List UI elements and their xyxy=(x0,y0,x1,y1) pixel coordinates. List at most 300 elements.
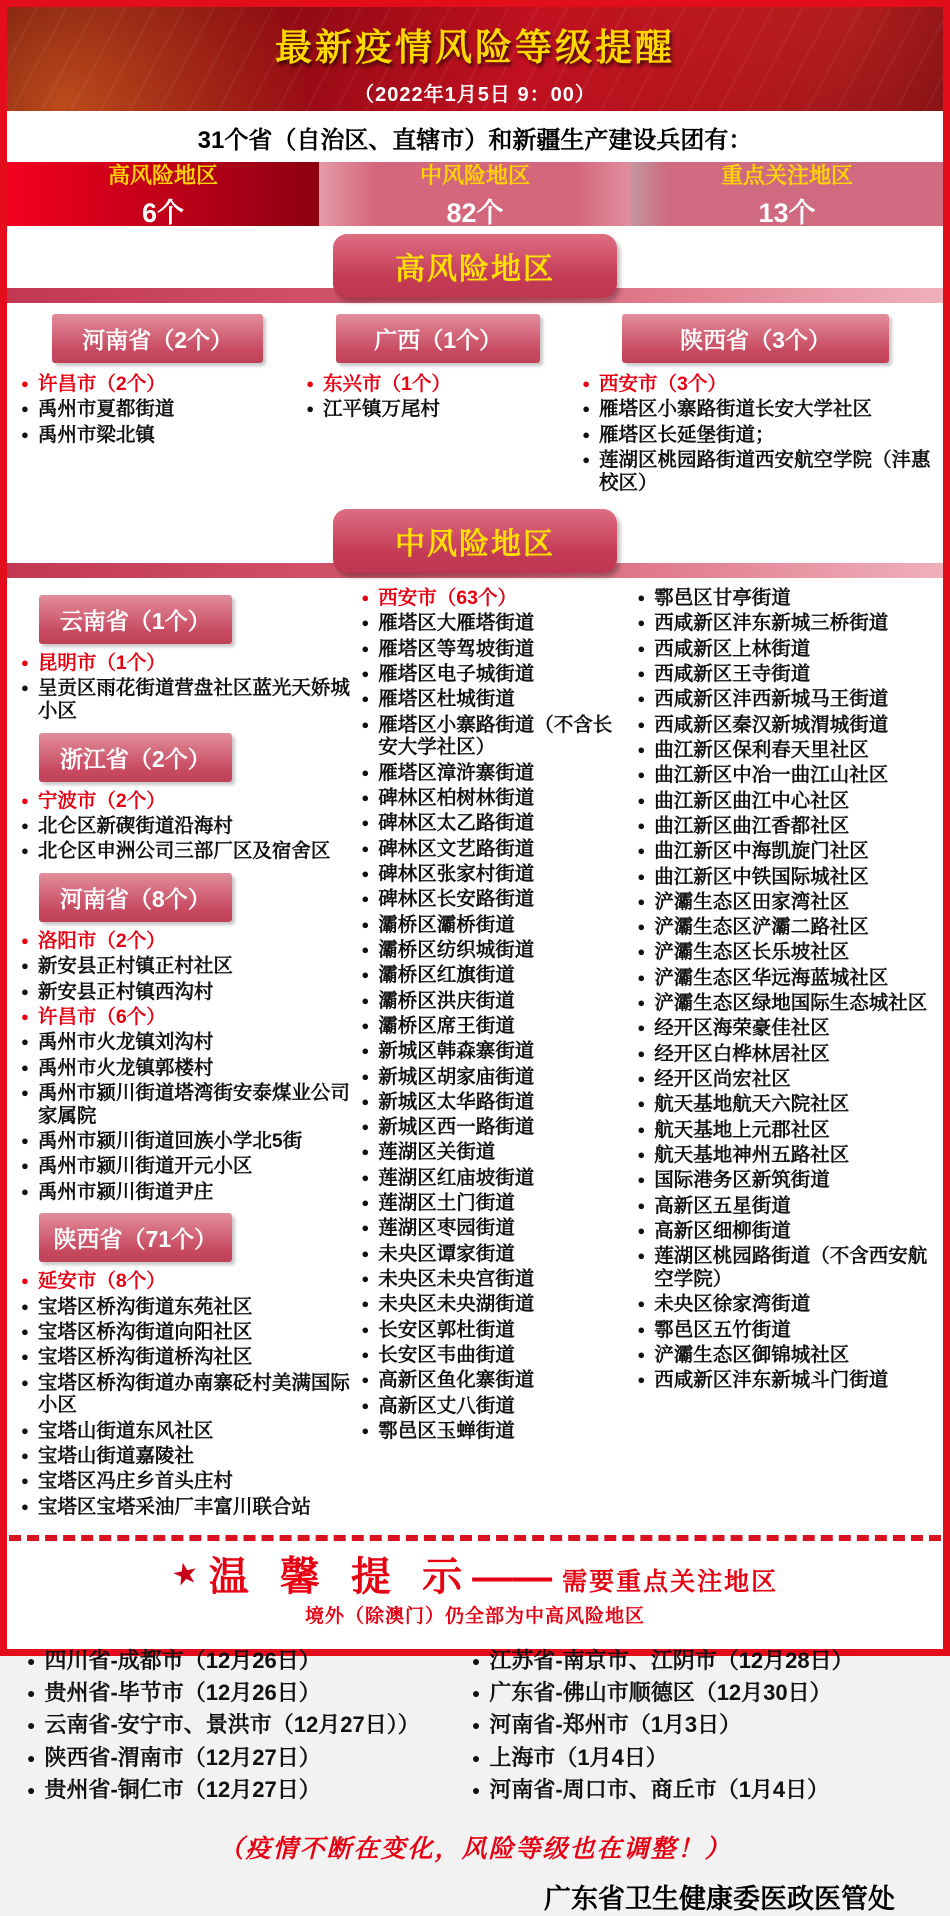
high-risk-column xyxy=(15,310,300,501)
subheader-text: 31个省（自治区、直辖市）和新疆生产建设兵团有： xyxy=(7,111,943,162)
notice-column xyxy=(21,1642,466,1810)
bullet-icon: ● xyxy=(361,942,369,957)
area-text: 西咸新区沣东新城三桥街道 xyxy=(654,612,888,635)
area-item xyxy=(19,815,351,838)
area-item xyxy=(470,1777,925,1803)
area-text: 莲湖区红庙坡街道 xyxy=(378,1167,534,1190)
notice-title xyxy=(7,1557,943,1597)
bullet-icon: ● xyxy=(21,1184,29,1199)
medium-risk-column xyxy=(355,585,631,1525)
area-text: 莲湖区土门街道 xyxy=(378,1192,515,1215)
area-item xyxy=(19,1321,351,1344)
area-text: 高新区五星街道 xyxy=(654,1195,791,1218)
area-text: 宝塔区桥沟街道办南寨砭村美满国际小区 xyxy=(38,1372,352,1418)
area-item xyxy=(470,1712,925,1738)
area-text: 灞桥区洪庆街道 xyxy=(378,990,515,1013)
area-item xyxy=(359,1268,627,1291)
bullet-icon: ● xyxy=(637,590,645,605)
bullet-icon: ● xyxy=(637,691,645,706)
area-text: 曲江新区中冶一曲江山社区 xyxy=(654,764,888,787)
high-risk-section-head xyxy=(7,234,943,310)
area-item xyxy=(635,891,931,914)
area-text: 灞桥区纺织城街道 xyxy=(378,939,534,962)
stat-count: 82个 xyxy=(319,191,631,230)
area-text: 浐灞生态区田家湾社区 xyxy=(654,891,849,914)
area-item xyxy=(635,764,931,787)
bullet-icon: ● xyxy=(21,1273,29,1288)
area-item xyxy=(635,1245,931,1291)
area-text: 西咸新区秦汉新城渭城街道 xyxy=(654,714,888,737)
area-item xyxy=(359,1066,627,1089)
area-item xyxy=(25,1777,462,1803)
area-item xyxy=(359,638,627,661)
stat-label: 中风险地区 xyxy=(319,159,631,190)
area-item xyxy=(359,1319,627,1342)
area-item xyxy=(359,1420,627,1443)
area-item xyxy=(19,840,351,863)
bullet-icon: ● xyxy=(637,1198,645,1213)
area-item xyxy=(635,1369,931,1392)
area-text: 高新区丈八街道 xyxy=(378,1395,515,1418)
area-item xyxy=(359,990,627,1013)
area-text: 雁塔区长延堡街道； xyxy=(599,424,775,447)
area-text: 新城区西一路街道 xyxy=(378,1116,534,1139)
area-item xyxy=(635,866,931,889)
area-text: 北仑区申洲公司三部厂区及宿舍区 xyxy=(38,840,331,863)
medium-risk-section-head xyxy=(7,509,943,585)
area-item xyxy=(580,449,931,495)
area-item xyxy=(635,1068,931,1091)
area-item xyxy=(19,1420,351,1443)
area-item xyxy=(359,964,627,987)
area-text: 经开区海荣豪佳社区 xyxy=(654,1017,830,1040)
bullet-icon: ● xyxy=(21,1349,29,1364)
area-text: 新安县正村镇西沟村 xyxy=(38,981,214,1004)
bullet-icon: ● xyxy=(637,1046,645,1061)
banner xyxy=(7,7,943,111)
area-item xyxy=(25,1745,462,1771)
province-header: 陕西省（3个） xyxy=(622,314,889,363)
bullet-icon: ● xyxy=(637,919,645,934)
bullet-icon: ● xyxy=(27,1685,35,1701)
area-item xyxy=(25,1680,462,1706)
bullet-icon: ● xyxy=(361,917,369,932)
bullet-icon: ● xyxy=(582,401,590,416)
bullet-icon: ● xyxy=(361,1398,369,1413)
bullet-icon: ● xyxy=(361,1018,369,1033)
notice-title-text: 温 馨 提 示 xyxy=(209,1555,472,1599)
area-text: 许昌市（2个） xyxy=(38,373,166,396)
bullet-icon: ● xyxy=(361,1094,369,1109)
area-text: 新城区韩森寨街道 xyxy=(378,1040,534,1063)
bullet-icon: ● xyxy=(21,1499,29,1514)
bullet-icon: ● xyxy=(361,1423,369,1438)
bullet-icon: ● xyxy=(361,765,369,780)
area-item xyxy=(635,714,931,737)
area-text: 浐灞生态区长乐坡社区 xyxy=(654,941,849,964)
area-text: 莲湖区桃园路街道西安航空学院（沣惠校区） xyxy=(599,449,931,495)
bullet-icon: ● xyxy=(637,1096,645,1111)
bullet-icon: ● xyxy=(361,815,369,830)
notice-line2: 境外（除澳门）仍全部为中高风险地区 xyxy=(7,1601,943,1628)
area-item xyxy=(19,955,351,978)
area-text: 曲江新区中海凯旋门社区 xyxy=(654,840,869,863)
area-text: 上海市（1月4日） xyxy=(489,1745,667,1771)
area-text: 航天基地神州五路社区 xyxy=(654,1144,849,1167)
bullet-icon: ● xyxy=(637,970,645,985)
bullet-icon: ● xyxy=(21,1324,29,1339)
bullet-icon: ● xyxy=(637,1020,645,1035)
medium-risk-section-title: 中风险地区 xyxy=(333,509,617,573)
bullet-icon: ● xyxy=(361,1195,369,1210)
area-text: 新城区太华路街道 xyxy=(378,1091,534,1114)
area-text: 鄠邑区玉蝉街道 xyxy=(378,1420,515,1443)
area-item xyxy=(635,992,931,1015)
area-text: 雁塔区小寨路街道（不含长安大学社区） xyxy=(378,714,627,760)
bullet-icon: ● xyxy=(361,691,369,706)
bullet-icon: ● xyxy=(637,742,645,757)
area-text: 江苏省-南京市、江阴市（12月28日） xyxy=(489,1648,853,1674)
notice-column xyxy=(466,1642,929,1810)
bullet-icon: ● xyxy=(21,958,29,973)
area-text: 经开区尚宏社区 xyxy=(654,1068,791,1091)
bullet-icon: ● xyxy=(637,944,645,959)
bullet-icon: ● xyxy=(361,790,369,805)
area-item xyxy=(635,815,931,838)
area-text: 莲湖区桃园路街道（不含西安航空学院） xyxy=(654,1245,931,1291)
area-item xyxy=(359,1141,627,1164)
bullet-icon: ● xyxy=(21,1085,29,1100)
bullet-icon: ● xyxy=(361,717,369,732)
bullet-icon: ● xyxy=(582,452,590,467)
area-list xyxy=(19,373,296,446)
bullet-icon: ● xyxy=(637,818,645,833)
bullet-icon: ● xyxy=(472,1685,480,1701)
area-item xyxy=(359,1192,627,1215)
city-item xyxy=(19,373,296,396)
area-item xyxy=(19,981,351,1004)
area-text: 禹州市颍川街道开元小区 xyxy=(38,1155,253,1178)
province-header: 广西（1个） xyxy=(336,314,540,363)
area-text: 西咸新区上林街道 xyxy=(654,638,810,661)
dashed-divider xyxy=(9,1535,941,1541)
bullet-icon: ● xyxy=(361,1170,369,1185)
area-item xyxy=(359,787,627,810)
area-item xyxy=(635,1344,931,1367)
bullet-icon: ● xyxy=(21,1009,29,1024)
bullet-icon: ● xyxy=(361,1271,369,1286)
bullet-icon: ● xyxy=(637,869,645,884)
area-text: 宝塔区桥沟街道东苑社区 xyxy=(38,1296,253,1319)
area-text: 许昌市（6个） xyxy=(38,1006,166,1029)
area-item xyxy=(19,398,296,421)
area-text: 雁塔区杜城街道 xyxy=(378,688,515,711)
area-text: 未央区徐家湾街道 xyxy=(654,1293,810,1316)
bullet-icon: ● xyxy=(582,427,590,442)
area-text: 江平镇万尾村 xyxy=(323,398,440,421)
bullet-icon: ● xyxy=(637,666,645,681)
stat-count: 6个 xyxy=(7,191,319,230)
area-text: 宝塔区宝塔采油厂丰富川联合站 xyxy=(38,1496,311,1519)
bullet-icon: ● xyxy=(21,1299,29,1314)
bullet-icon: ● xyxy=(361,1246,369,1261)
area-text: 洛阳市（2个） xyxy=(38,930,166,953)
area-text: 雁塔区大雁塔街道 xyxy=(378,612,534,635)
area-text: 浐灞生态区御锦城社区 xyxy=(654,1344,849,1367)
stat-label: 重点关注地区 xyxy=(631,159,943,190)
area-item xyxy=(635,1017,931,1040)
area-list xyxy=(580,373,931,495)
bullet-icon: ● xyxy=(21,1034,29,1049)
area-item xyxy=(635,1293,931,1316)
area-text: 云南省-安宁市、景洪市（12月27日）） xyxy=(44,1712,419,1738)
bullet-icon: ● xyxy=(361,615,369,630)
area-item xyxy=(359,838,627,861)
bullet-icon: ● xyxy=(21,1375,29,1390)
high-risk-column xyxy=(576,310,935,501)
area-item xyxy=(635,587,931,610)
area-item xyxy=(635,1169,931,1192)
area-text: 长安区郭杜街道 xyxy=(378,1319,515,1342)
area-item xyxy=(359,1243,627,1266)
area-item xyxy=(359,1040,627,1063)
bullet-icon: ● xyxy=(637,1248,645,1263)
bullet-icon: ● xyxy=(361,1296,369,1311)
area-text: 新城区胡家庙街道 xyxy=(378,1066,534,1089)
bullet-icon: ● xyxy=(361,1322,369,1337)
area-text: 河南省-周口市、商丘市（1月4日） xyxy=(489,1777,829,1803)
bullet-icon: ● xyxy=(361,1069,369,1084)
bullet-icon: ● xyxy=(361,1119,369,1134)
bullet-icon: ● xyxy=(637,1296,645,1311)
area-text: 宝塔山街道东风社区 xyxy=(38,1420,214,1443)
notice-section xyxy=(7,1557,943,1916)
area-text: 灞桥区红旗街道 xyxy=(378,964,515,987)
area-text: 贵州省-毕节市（12月26日） xyxy=(44,1680,320,1706)
bullet-icon: ● xyxy=(472,1653,480,1669)
area-text: 航天基地上元郡社区 xyxy=(654,1119,830,1142)
province-header: 浙江省（2个） xyxy=(39,733,232,782)
area-text: 灞桥区席王街道 xyxy=(378,1015,515,1038)
area-item xyxy=(580,424,931,447)
area-text: 浐灞生态区浐灞二路社区 xyxy=(654,916,869,939)
area-text: 宝塔区桥沟街道向阳社区 xyxy=(38,1321,253,1344)
area-text: 长安区韦曲街道 xyxy=(378,1344,515,1367)
area-text: 西咸新区王寺街道 xyxy=(654,663,810,686)
bullet-icon: ● xyxy=(637,1347,645,1362)
area-item xyxy=(635,688,931,711)
area-item xyxy=(25,1712,462,1738)
bullet-icon: ● xyxy=(21,793,29,808)
area-text: 鄠邑区甘亭街道 xyxy=(654,587,791,610)
bullet-icon: ● xyxy=(637,843,645,858)
area-item xyxy=(635,1119,931,1142)
bullet-icon: ● xyxy=(21,984,29,999)
area-text: 河南省-郑州市（1月3日） xyxy=(489,1712,741,1738)
bullet-icon: ● xyxy=(21,1448,29,1463)
area-text: 禹州市夏都街道 xyxy=(38,398,175,421)
area-text: 曲江新区曲江中心社区 xyxy=(654,790,849,813)
bullet-icon: ● xyxy=(306,376,314,391)
area-text: 昆明市（1个） xyxy=(38,652,166,675)
notice-dash: —— xyxy=(472,1555,552,1599)
star-icon: ★ xyxy=(169,1557,202,1592)
area-text: 宝塔区冯庄乡首头庄村 xyxy=(38,1470,233,1493)
area-text: 禹州市颍川街道回族小学北5街 xyxy=(38,1130,302,1153)
area-item xyxy=(359,812,627,835)
bullet-icon: ● xyxy=(637,995,645,1010)
high-risk-section-title: 高风险地区 xyxy=(333,234,617,298)
stat-high-risk xyxy=(7,162,319,226)
bullet-icon: ● xyxy=(361,1347,369,1362)
area-text: 西咸新区沣东新城斗门街道 xyxy=(654,1369,888,1392)
bullet-icon: ● xyxy=(21,818,29,833)
area-list xyxy=(304,373,572,421)
province-header: 陕西省（71个） xyxy=(39,1213,232,1262)
area-text: 浐灞生态区绿地国际生态城社区 xyxy=(654,992,927,1015)
province-header: 河南省（8个） xyxy=(39,873,232,922)
area-list xyxy=(470,1648,925,1803)
area-text: 西咸新区沣西新城马王街道 xyxy=(654,688,888,711)
area-item xyxy=(19,424,296,447)
area-item xyxy=(635,638,931,661)
area-item xyxy=(19,1445,351,1468)
bullet-icon: ● xyxy=(637,1147,645,1162)
bullet-icon: ● xyxy=(472,1750,480,1766)
area-item xyxy=(19,1031,351,1054)
bullet-icon: ● xyxy=(21,1423,29,1438)
area-text: 碑林区长安路街道 xyxy=(378,888,534,911)
bullet-icon: ● xyxy=(27,1717,35,1733)
bullet-icon: ● xyxy=(361,590,369,605)
area-text: 广东省-佛山市顺德区（12月30日） xyxy=(489,1680,831,1706)
city-item xyxy=(580,373,931,396)
bullet-icon: ● xyxy=(361,1220,369,1235)
city-item xyxy=(19,790,351,813)
area-item xyxy=(635,1093,931,1116)
notice-columns xyxy=(7,1628,943,1810)
bullet-icon: ● xyxy=(361,666,369,681)
area-item xyxy=(635,790,931,813)
area-item xyxy=(359,1116,627,1139)
area-text: 航天基地航天六院社区 xyxy=(654,1093,849,1116)
area-text: 莲湖区关街道 xyxy=(378,1141,495,1164)
bullet-icon: ● xyxy=(21,427,29,442)
bullet-icon: ● xyxy=(21,376,29,391)
stat-medium-risk xyxy=(319,162,631,226)
area-text: 呈贡区雨花街道营盘社区蓝光天娇城小区 xyxy=(38,677,352,723)
bullet-icon: ● xyxy=(361,1043,369,1058)
area-item xyxy=(25,1648,462,1674)
area-item xyxy=(19,1296,351,1319)
area-item xyxy=(19,1082,351,1128)
area-list xyxy=(19,930,351,1203)
medium-risk-columns xyxy=(7,585,943,1525)
area-item xyxy=(359,663,627,686)
area-text: 未央区未央湖街道 xyxy=(378,1293,534,1316)
bullet-icon: ● xyxy=(21,933,29,948)
area-text: 雁塔区小寨路街道长安大学社区 xyxy=(599,398,872,421)
area-list xyxy=(19,790,351,863)
city-item xyxy=(19,652,351,675)
area-text: 雁塔区电子城街道 xyxy=(378,663,534,686)
bullet-icon: ● xyxy=(27,1653,35,1669)
area-text: 东兴市（1个） xyxy=(323,373,451,396)
area-item xyxy=(635,916,931,939)
area-item xyxy=(635,1319,931,1342)
area-item xyxy=(635,1195,931,1218)
area-text: 新安县正村镇正村社区 xyxy=(38,955,233,978)
bullet-icon: ● xyxy=(361,841,369,856)
area-item xyxy=(304,398,572,421)
bullet-icon: ● xyxy=(361,641,369,656)
area-item xyxy=(470,1745,925,1771)
area-text: 碑林区柏树林街道 xyxy=(378,787,534,810)
area-item xyxy=(580,398,931,421)
area-item xyxy=(359,888,627,911)
bullet-icon: ● xyxy=(306,401,314,416)
area-item xyxy=(19,1470,351,1493)
stats-bar xyxy=(7,162,943,226)
area-item xyxy=(635,612,931,635)
bullet-icon: ● xyxy=(21,1158,29,1173)
area-item xyxy=(359,1091,627,1114)
bullet-icon: ● xyxy=(361,866,369,881)
area-item xyxy=(359,1167,627,1190)
area-text: 碑林区文艺路街道 xyxy=(378,838,534,861)
area-item xyxy=(19,1346,351,1369)
area-item xyxy=(635,1144,931,1167)
area-text: 高新区鱼化寨街道 xyxy=(378,1369,534,1392)
area-text: 鄠邑区五竹街道 xyxy=(654,1319,791,1342)
province-header: 河南省（2个） xyxy=(52,314,263,363)
area-item xyxy=(359,914,627,937)
area-text: 四川省-成都市（12月26日） xyxy=(44,1648,320,1674)
area-item xyxy=(359,688,627,711)
area-text: 宁波市（2个） xyxy=(38,790,166,813)
city-item xyxy=(19,1270,351,1293)
high-risk-column xyxy=(300,310,576,501)
area-text: 雁塔区等驾坡街道 xyxy=(378,638,534,661)
area-text: 禹州市火龙镇刘沟村 xyxy=(38,1031,214,1054)
area-text: 宝塔区桥沟街道桥沟社区 xyxy=(38,1346,253,1369)
banner-date: （2022年1月5日 9：00） xyxy=(7,78,943,107)
area-text: 雁塔区漳浒寨街道 xyxy=(378,762,534,785)
area-text: 浐灞生态区华远海蓝城社区 xyxy=(654,967,888,990)
bullet-icon: ● xyxy=(21,1060,29,1075)
area-text: 延安市（8个） xyxy=(38,1270,166,1293)
bullet-icon: ● xyxy=(361,967,369,982)
area-text: 未央区谭家街道 xyxy=(378,1243,515,1266)
area-text: 经开区白桦林居社区 xyxy=(654,1043,830,1066)
area-text: 禹州市颍川街道塔湾街安泰煤业公司家属院 xyxy=(38,1082,352,1128)
bullet-icon: ● xyxy=(21,1473,29,1488)
area-item xyxy=(359,1293,627,1316)
high-risk-columns xyxy=(7,310,943,501)
bullet-icon: ● xyxy=(472,1717,480,1733)
area-list xyxy=(635,587,931,1392)
area-item xyxy=(635,739,931,762)
area-text: 莲湖区枣园街道 xyxy=(378,1217,515,1240)
area-item xyxy=(359,714,627,760)
page-title: 最新疫情风险等级提醒 xyxy=(7,17,943,71)
area-item xyxy=(359,1344,627,1367)
bullet-icon: ● xyxy=(637,1071,645,1086)
area-item xyxy=(359,1369,627,1392)
province-header: 云南省（1个） xyxy=(39,595,232,644)
area-text: 曲江新区中铁国际城社区 xyxy=(654,866,869,889)
area-text: 北仑区新碶街道沿海村 xyxy=(38,815,233,838)
